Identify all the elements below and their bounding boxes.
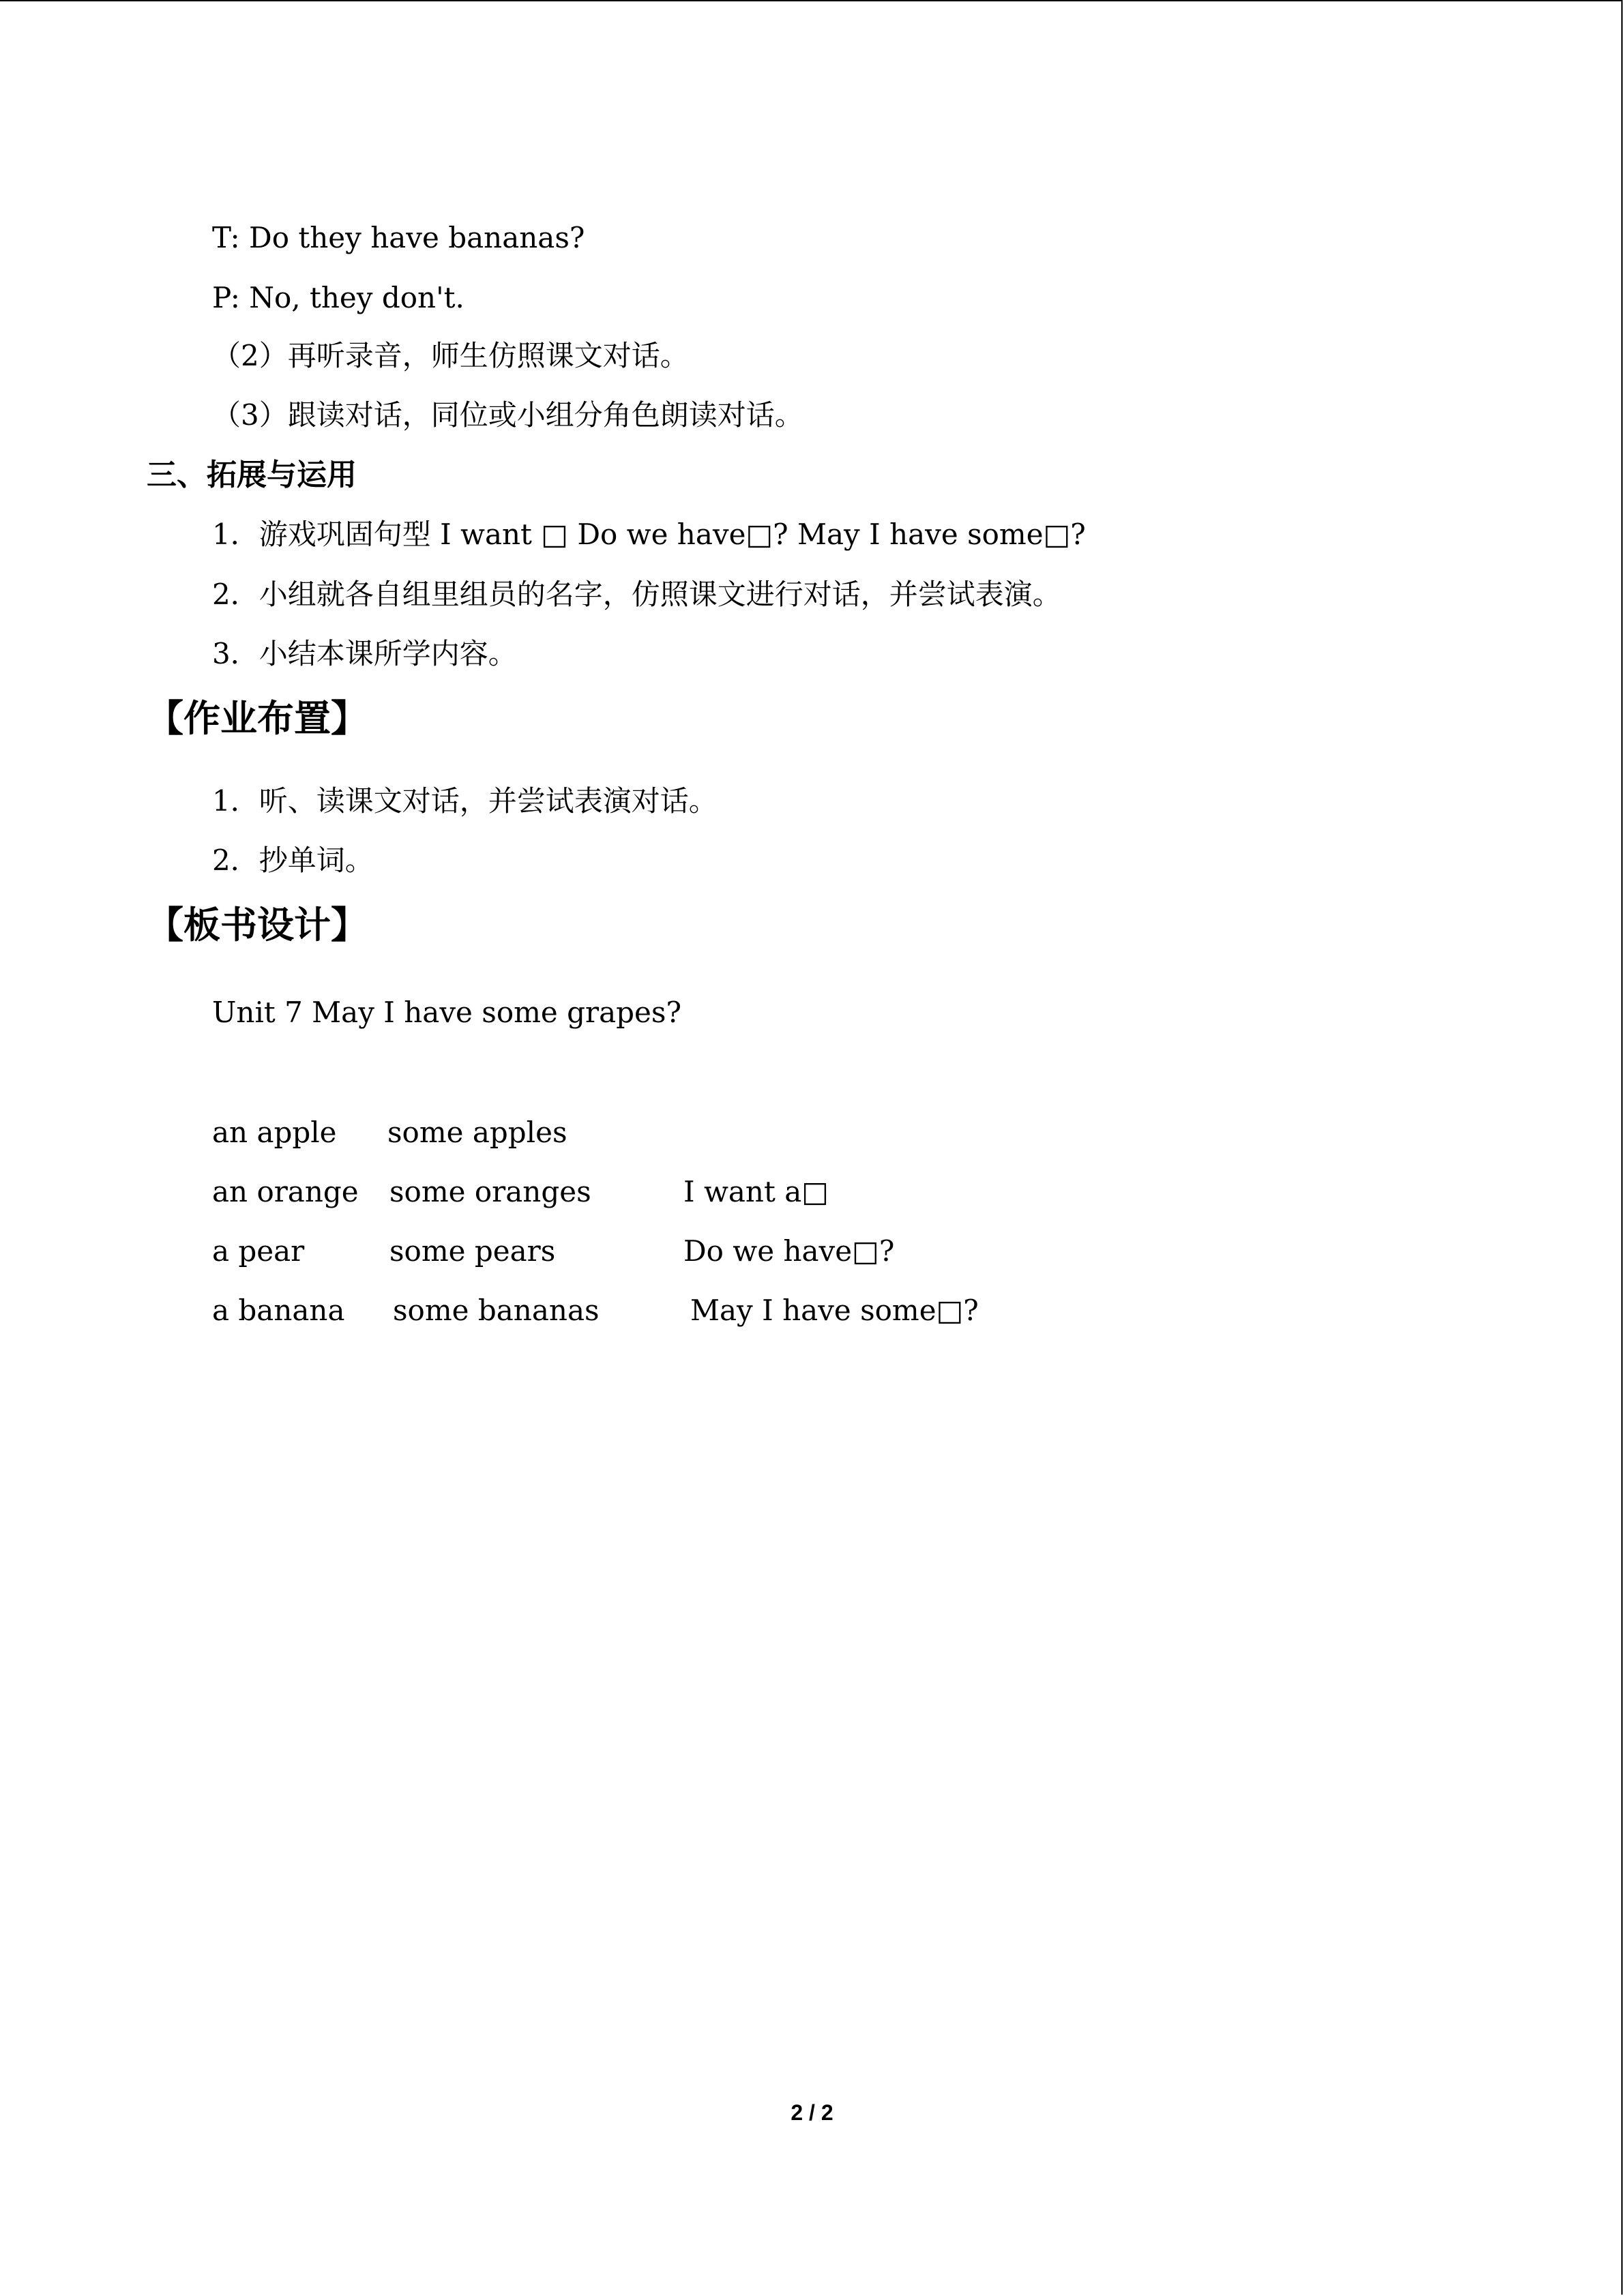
board-plural: some bananas [393, 1294, 600, 1327]
section-three-item: 2．小组就各自组里组员的名字，仿照课文进行对话，并尝试表演。 [212, 578, 1061, 611]
board-singular: a pear [212, 1234, 305, 1268]
homework-item: 1．听、读课文对话，并尝试表演对话。 [212, 784, 718, 818]
board-singular: an apple [212, 1116, 337, 1149]
board-singular: an orange [212, 1175, 359, 1208]
board-sentence: May I have some□? [690, 1294, 979, 1327]
page-number: 2 / 2 [791, 2100, 833, 2125]
homework-item: 2．抄单词。 [212, 844, 374, 877]
step-item: （2）再听录音，师生仿照课文对话。 [212, 339, 689, 372]
board-singular: a banana [212, 1294, 345, 1327]
dialogue-line-pupil: P: No, they don't. [212, 281, 464, 314]
board-design-heading: 【板书设计】 [147, 904, 368, 946]
board-plural: some pears [389, 1234, 556, 1268]
homework-heading: 【作业布置】 [147, 697, 368, 740]
step-item: （3）跟读对话，同位或小组分角色朗读对话。 [212, 398, 803, 432]
board-plural: some oranges [389, 1175, 591, 1208]
dialogue-line-teacher: T: Do they have bananas? [212, 221, 585, 254]
board-sentence: Do we have□? [683, 1234, 895, 1268]
board-sentence: I want a□ [683, 1175, 829, 1208]
board-plural: some apples [387, 1116, 567, 1149]
section-three-heading: 三、拓展与运用 [147, 458, 357, 492]
section-three-item: 1．游戏巩固句型 I want □ Do we have□? May I have some□? [212, 518, 1086, 551]
board-unit-title: Unit 7 May I have some grapes? [212, 996, 681, 1029]
section-three-item: 3．小结本课所学内容。 [212, 637, 517, 670]
